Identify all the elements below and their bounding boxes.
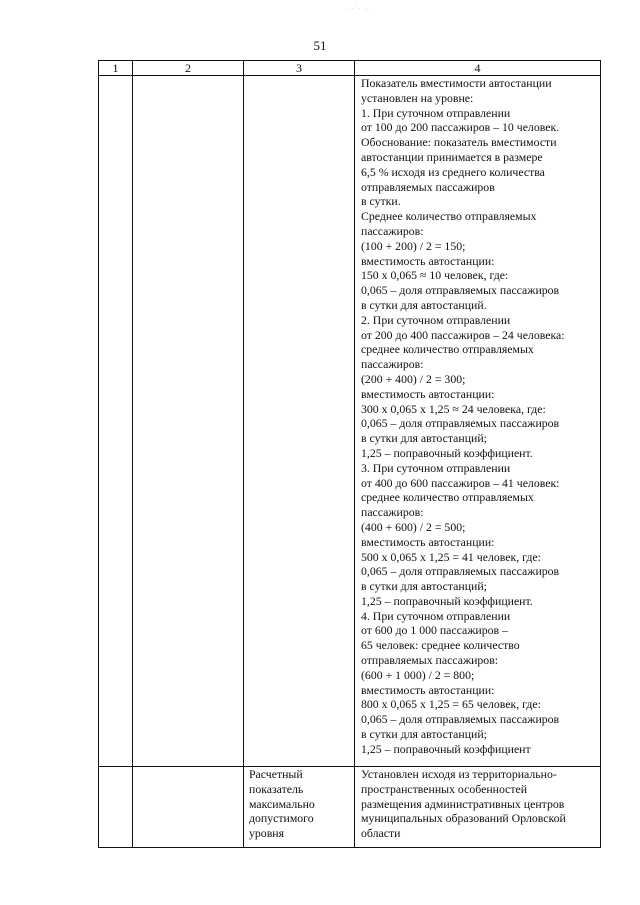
cell-empty: [244, 76, 355, 767]
text-line: уровня: [249, 826, 285, 841]
text-line: в сутки.: [361, 194, 401, 209]
cell-empty: [99, 76, 133, 767]
header-col-2: 2: [133, 61, 244, 76]
text-line: 0,065 – доля отправляемых пассажиров: [361, 564, 560, 579]
page-number: 51: [313, 38, 327, 53]
table-row: [99, 767, 601, 848]
text-line: 1,25 – поправочный коэффициент.: [361, 593, 533, 608]
text-line: Показатель вместимости автостанции: [361, 76, 552, 90]
text-line: (600 + 1 000) / 2 = 800;: [361, 667, 475, 682]
header-col-3: 3: [244, 61, 355, 76]
text-line: в сутки для автостанций;: [361, 579, 487, 594]
text-line: Обоснование: показатель вместимости: [361, 135, 557, 150]
text-line: 300 х 0,065 х 1,25 ≈ 24 человека, где:: [361, 401, 546, 416]
cell-empty: [133, 76, 244, 767]
text-line: пассажиров:: [361, 223, 424, 238]
text-line: Установлен исходя из территориально-: [361, 767, 557, 781]
text-line: отправляемых пассажиров:: [361, 653, 499, 668]
text-line: в сутки для автостанций;: [361, 431, 487, 446]
document-table: [98, 60, 601, 848]
table-row: [99, 76, 601, 767]
text-line: 0,065 – доля отправляемых пассажиров: [361, 283, 560, 298]
text-line: максимально: [249, 796, 315, 811]
text-line: допустимого: [249, 811, 314, 826]
text-line: области: [361, 826, 401, 841]
text-line: Расчетный: [249, 767, 303, 781]
text-line: (100 + 200) / 2 = 150;: [361, 238, 466, 253]
cell-justification: [355, 767, 601, 848]
cell-indicator: [244, 767, 355, 848]
cell-empty: [99, 767, 133, 848]
text-line: от 200 до 400 пассажиров – 24 человека:: [361, 327, 565, 342]
calculation-text: [355, 76, 600, 757]
text-line: в сутки для автостанций;: [361, 727, 487, 742]
text-line: 500 х 0,065 х 1,25 = 41 человек, где:: [361, 549, 541, 564]
text-line: Среднее количество отправляемых: [361, 209, 537, 224]
text-line: от 100 до 200 пассажиров – 10 человек.: [361, 120, 560, 135]
cell-empty: [133, 767, 244, 848]
text-line: 1. При суточном отправлении: [361, 105, 511, 120]
indicator-text: [244, 767, 354, 841]
text-line: (400 + 600) / 2 = 500;: [361, 519, 466, 534]
text-line: 800 х 0,065 х 1,25 = 65 человек, где:: [361, 697, 541, 712]
header-col-4: 4: [355, 61, 601, 76]
text-line: отправляемых пассажиров: [361, 179, 495, 194]
text-line: вместимость автостанции:: [361, 534, 495, 549]
text-line: 1,25 – поправочный коэффициент: [361, 741, 531, 756]
text-line: от 600 до 1 000 пассажиров –: [361, 623, 508, 638]
cell-calculation: [355, 76, 601, 767]
text-line: установлен на уровне:: [361, 90, 474, 105]
text-line: пассажиров:: [361, 357, 424, 372]
scan-artifact: · ·`· ·.: [345, 5, 370, 13]
header-col-1: 1: [99, 61, 133, 76]
text-line: в сутки для автостанций.: [361, 297, 487, 312]
text-line: 2. При суточном отправлении: [361, 312, 511, 327]
text-line: 150 х 0,065 ≈ 10 человек, где:: [361, 268, 509, 283]
text-line: 1,25 – поправочный коэффициент.: [361, 445, 533, 460]
text-line: (200 + 400) / 2 = 300;: [361, 371, 466, 386]
text-line: 0,065 – доля отправляемых пассажиров: [361, 416, 560, 431]
text-line: пассажиров:: [361, 505, 424, 520]
text-line: 65 человек: среднее количество: [361, 638, 520, 653]
text-line: среднее количество отправляемых: [361, 490, 534, 505]
text-line: вместимость автостанции:: [361, 682, 495, 697]
justification-text: [355, 767, 600, 841]
text-line: вместимость автостанции:: [361, 386, 495, 401]
text-line: автостанции принимается в размере: [361, 149, 543, 164]
text-line: пространственных особенностей: [361, 781, 528, 796]
text-line: среднее количество отправляемых: [361, 342, 534, 357]
text-line: 3. При суточном отправлении: [361, 460, 511, 475]
text-line: от 400 до 600 пассажиров – 41 человек:: [361, 475, 560, 490]
text-line: 0,065 – доля отправляемых пассажиров: [361, 712, 560, 727]
text-line: 6,5 % исходя из среднего количества: [361, 164, 545, 179]
text-line: 4. При суточном отправлении: [361, 608, 511, 623]
text-line: размещения административных центров: [361, 796, 565, 811]
text-line: муниципальных образований Орловской: [361, 811, 566, 826]
text-line: показатель: [249, 781, 304, 796]
text-line: вместимость автостанции:: [361, 253, 495, 268]
table-header-row: [99, 61, 601, 76]
